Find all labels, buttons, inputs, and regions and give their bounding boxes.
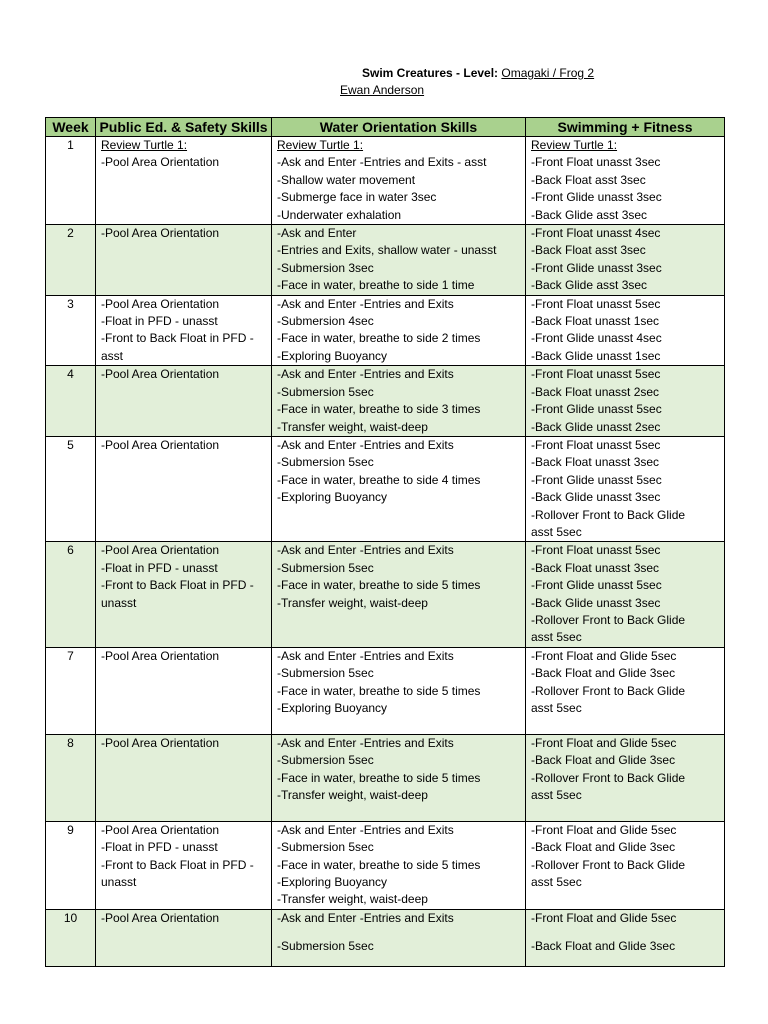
skill-line: -Front Glide unasst 4sec xyxy=(531,331,662,346)
week-number: 1 xyxy=(46,137,96,225)
table-row xyxy=(46,821,725,909)
skill-line: -Front Float unasst 4sec xyxy=(531,226,661,241)
table-row xyxy=(46,366,725,437)
public-ed-cell xyxy=(96,909,272,966)
skill-line: unasst xyxy=(101,595,137,610)
water-orientation-cell xyxy=(272,734,526,821)
skill-line: -Pool Area Orientation xyxy=(101,735,220,750)
week-number: 3 xyxy=(46,295,96,366)
public-ed-cell xyxy=(96,542,272,647)
skill-line: -Submersion 5sec xyxy=(277,666,374,681)
table-row xyxy=(46,542,725,647)
skill-line: -Back Float unasst 3sec xyxy=(531,560,660,575)
skill-line: -Ask and Enter -Entries and Exits xyxy=(277,437,454,452)
water-orientation-cell xyxy=(272,647,526,734)
swimming-fitness-cell xyxy=(526,137,725,225)
swimming-fitness-cell xyxy=(526,225,725,296)
skill-line: -Submersion 5sec xyxy=(277,939,374,954)
skill-line: -Front Glide unasst 3sec xyxy=(531,190,662,205)
skill-line: -Back Float and Glide 3sec xyxy=(531,939,676,954)
skill-line: -Ask and Enter -Entries and Exits xyxy=(277,296,454,311)
skill-line: -Back Float and Glide 3sec xyxy=(531,753,676,768)
table-row xyxy=(46,436,725,541)
water-orientation-cell xyxy=(272,542,526,647)
public-ed-cell xyxy=(96,137,272,225)
skill-line: Review Turtle 1: xyxy=(277,138,364,152)
skill-line: -Pool Area Orientation xyxy=(101,296,220,311)
week-number: 8 xyxy=(46,734,96,821)
water-orientation-cell xyxy=(272,225,526,296)
skill-line: -Front Glide unasst 5sec xyxy=(531,402,662,417)
skill-line: -Submersion 5sec xyxy=(277,753,374,768)
skill-line: -Transfer weight, waist-deep xyxy=(277,788,428,802)
skill-line: -Pool Area Orientation xyxy=(101,910,220,925)
skill-line: -Rollover Front to Back Glide xyxy=(531,683,686,698)
public-ed-cell xyxy=(96,647,272,734)
skill-line: -Face in water, breathe to side 5 times xyxy=(277,578,481,593)
skill-line: -Face in water, breathe to side 5 times xyxy=(277,857,481,872)
skill-line: unasst xyxy=(101,875,137,889)
skill-line: -Ask and Enter -Entries and Exits xyxy=(277,648,454,663)
swimming-fitness-cell xyxy=(526,366,725,437)
skill-line: -Face in water, breathe to side 2 times xyxy=(277,331,481,346)
skill-line: -Back Float unasst 2sec xyxy=(531,384,660,399)
skill-line: -Transfer weight, waist-deep xyxy=(277,419,428,434)
skill-line: -Front Float and Glide 5sec xyxy=(531,735,677,750)
skill-line: -Rollover Front to Back Glide xyxy=(531,857,686,872)
public-ed-cell xyxy=(96,821,272,909)
week-number: 6 xyxy=(46,542,96,647)
skill-line: -Pool Area Orientation xyxy=(101,822,220,837)
swimming-fitness-cell xyxy=(526,909,725,966)
skill-line: -Submersion 5sec xyxy=(277,384,374,399)
skill-line: -Shallow water movement xyxy=(277,172,416,187)
skill-line: -Face in water, breathe to side 5 times xyxy=(277,683,481,698)
skill-line: -Ask and Enter -Entries and Exits xyxy=(277,367,454,382)
skill-line: -Front Glide unasst 3sec xyxy=(531,260,662,275)
skill-line: -Submerge face in water 3sec xyxy=(277,190,437,205)
level-name: Omagaki / Frog 2 xyxy=(501,66,595,80)
column-header-swimming-fitness: Swimming + Fitness xyxy=(526,118,725,137)
lesson-plan-table xyxy=(45,117,725,967)
column-header-week: Week xyxy=(46,118,96,137)
skill-line: -Face in water, breathe to side 5 times xyxy=(277,770,481,785)
swimming-fitness-cell xyxy=(526,647,725,734)
skill-line: -Submersion 4sec xyxy=(277,314,374,329)
skill-line: -Back Float and Glide 3sec xyxy=(531,840,676,855)
skill-line: -Front to Back Float in PFD - xyxy=(101,857,254,872)
skill-line: -Exploring Buoyancy xyxy=(277,348,388,363)
skill-line: -Front to Back Float in PFD - xyxy=(101,578,254,593)
skill-line: -Front Glide unasst 5sec xyxy=(531,578,662,593)
public-ed-cell xyxy=(96,225,272,296)
water-orientation-cell xyxy=(272,366,526,437)
swimming-fitness-cell xyxy=(526,295,725,366)
skill-line: -Front Glide unasst 5sec xyxy=(531,472,662,487)
skill-line: asst 5sec xyxy=(531,875,582,889)
skill-line: -Face in water, breathe to side 4 times xyxy=(277,472,481,487)
table-row xyxy=(46,734,725,821)
skill-line: -Back Float unasst 1sec xyxy=(531,314,660,329)
skill-line: -Back Glide unasst 3sec xyxy=(531,595,661,610)
swimming-fitness-cell xyxy=(526,734,725,821)
skill-line: -Back Float and Glide 3sec xyxy=(531,666,676,681)
instructor-name: Ewan Anderson xyxy=(340,83,425,97)
skill-line: -Front Float unasst 5sec xyxy=(531,437,661,452)
public-ed-cell xyxy=(96,366,272,437)
skill-line: -Transfer weight, waist-deep xyxy=(277,595,428,610)
skill-line: -Pool Area Orientation xyxy=(101,437,220,452)
week-number: 7 xyxy=(46,647,96,734)
skill-line: -Exploring Buoyancy xyxy=(277,490,388,505)
table-row xyxy=(46,909,725,966)
skill-line: -Rollover Front to Back Glide xyxy=(531,612,686,627)
column-header-water-orientation: Water Orientation Skills xyxy=(272,118,526,137)
table-header-row xyxy=(46,118,725,137)
skill-line: -Face in water, breathe to side 3 times xyxy=(277,402,481,417)
skill-line: -Pool Area Orientation xyxy=(101,648,220,663)
table-row xyxy=(46,137,725,225)
public-ed-cell xyxy=(96,734,272,821)
week-number: 10 xyxy=(46,909,96,966)
skill-line: asst 5sec xyxy=(531,701,582,715)
table-row xyxy=(46,647,725,734)
skill-line: Review Turtle 1: xyxy=(101,138,188,152)
column-header-public-ed: Public Ed. & Safety Skills xyxy=(96,118,272,137)
skill-line: -Exploring Buoyancy xyxy=(277,701,388,715)
week-number: 5 xyxy=(46,436,96,541)
skill-line: -Submersion 5sec xyxy=(277,840,374,855)
skill-line: asst 5sec xyxy=(531,788,582,802)
skill-line: -Float in PFD - unasst xyxy=(101,314,218,329)
skill-line: -Rollover Front to Back Glide xyxy=(531,770,686,785)
skill-line: -Back Float asst 3sec xyxy=(531,172,646,187)
week-number: 9 xyxy=(46,821,96,909)
water-orientation-cell xyxy=(272,821,526,909)
skill-line: -Back Float unasst 3sec xyxy=(531,455,660,470)
skill-line: -Front Float unasst 5sec xyxy=(531,367,661,382)
skill-line: -Transfer weight, waist-deep xyxy=(277,892,428,907)
water-orientation-cell xyxy=(272,137,526,225)
table-row xyxy=(46,295,725,366)
skill-line: -Back Glide unasst 2sec xyxy=(531,419,661,434)
skill-line: -Front to Back Float in PFD - xyxy=(101,331,254,346)
water-orientation-cell xyxy=(272,909,526,966)
skill-line: -Underwater exhalation xyxy=(277,207,402,222)
skill-line: -Float in PFD - unasst xyxy=(101,560,218,575)
skill-line: -Float in PFD - unasst xyxy=(101,840,218,855)
swimming-fitness-cell xyxy=(526,436,725,541)
skill-line: -Ask and Enter -Entries and Exits xyxy=(277,910,454,925)
skill-line: -Ask and Enter -Entries and Exits xyxy=(277,822,454,837)
skill-line: -Back Glide unasst 3sec xyxy=(531,490,661,505)
water-orientation-cell xyxy=(272,436,526,541)
skill-line: -Rollover Front to Back Glide xyxy=(531,507,686,522)
skill-line: -Pool Area Orientation xyxy=(101,543,220,558)
skill-line: -Front Float unasst 3sec xyxy=(531,155,661,170)
skill-line: -Back Glide asst 3sec xyxy=(531,278,648,293)
skill-line: -Ask and Enter -Entries and Exits xyxy=(277,543,454,558)
skill-line: -Exploring Buoyancy xyxy=(277,875,388,889)
skill-line: -Back Float asst 3sec xyxy=(531,243,646,258)
skill-line: -Back Glide asst 3sec xyxy=(531,207,648,222)
skill-line: -Entries and Exits, shallow water - unasst xyxy=(277,243,497,258)
skill-line: -Ask and Enter -Entries and Exits - asst xyxy=(277,155,487,170)
skill-line: -Pool Area Orientation xyxy=(101,367,220,382)
skill-line: -Submersion 5sec xyxy=(277,455,374,470)
public-ed-cell xyxy=(96,436,272,541)
skill-line: -Pool Area Orientation xyxy=(101,226,220,241)
skill-line: -Ask and Enter xyxy=(277,226,357,241)
week-number: 4 xyxy=(46,366,96,437)
skill-line: Review Turtle 1: xyxy=(531,138,618,152)
skill-line: -Ask and Enter -Entries and Exits xyxy=(277,735,454,750)
swimming-fitness-cell xyxy=(526,821,725,909)
week-number: 2 xyxy=(46,225,96,296)
skill-line: -Pool Area Orientation xyxy=(101,155,220,170)
title-prefix: Swim Creatures - Level: xyxy=(362,66,499,80)
skill-line: -Front Float unasst 5sec xyxy=(531,543,661,558)
skill-line: asst xyxy=(101,348,124,363)
public-ed-cell xyxy=(96,295,272,366)
skill-line: asst 5sec xyxy=(531,630,582,645)
skill-line: -Submersion 3sec xyxy=(277,260,374,275)
table-row xyxy=(46,225,725,296)
skill-line: asst 5sec xyxy=(531,524,582,539)
skill-line: -Front Float unasst 5sec xyxy=(531,296,661,311)
skill-line: -Face in water, breathe to side 1 time xyxy=(277,278,475,293)
skill-line: -Front Float and Glide 5sec xyxy=(531,822,677,837)
skill-line: -Submersion 5sec xyxy=(277,560,374,575)
skill-line: -Back Glide unasst 1sec xyxy=(531,348,661,363)
skill-line: -Front Float and Glide 5sec xyxy=(531,910,677,925)
swimming-fitness-cell xyxy=(526,542,725,647)
skill-line: -Front Float and Glide 5sec xyxy=(531,648,677,663)
water-orientation-cell xyxy=(272,295,526,366)
table-body xyxy=(46,137,725,967)
